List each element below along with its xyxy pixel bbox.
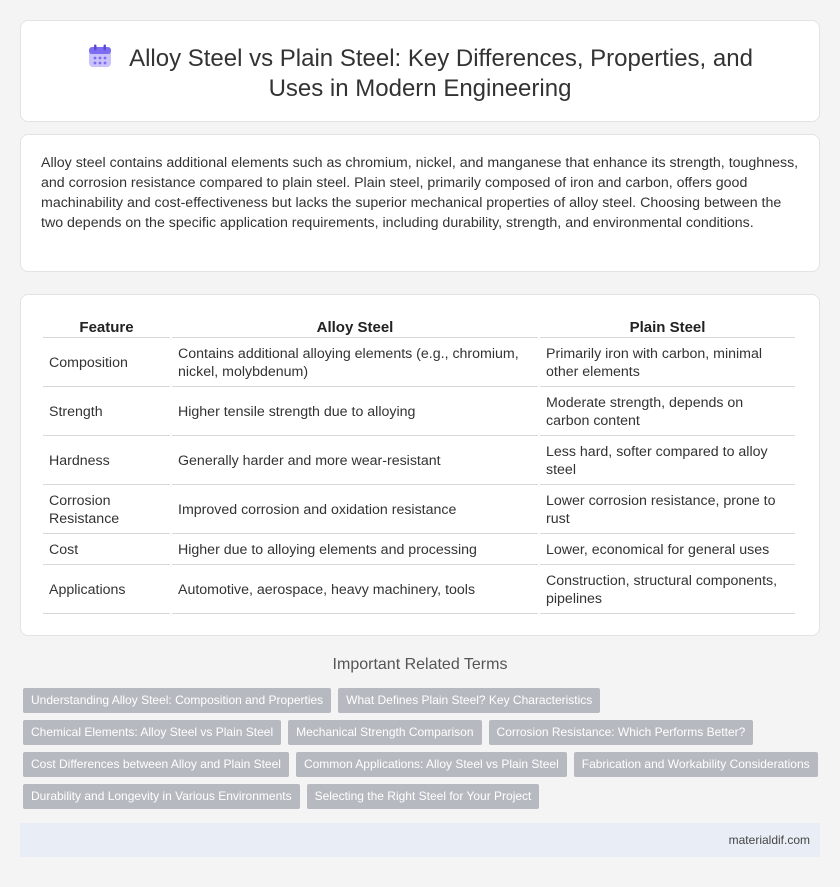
table-header-row xyxy=(43,311,795,338)
header-card xyxy=(20,20,820,122)
footer-site-name: materialdif.com xyxy=(728,833,810,847)
calendar-icon xyxy=(87,43,113,69)
alloy-cell: Higher due to alloying elements and processing xyxy=(172,536,538,565)
intro-card xyxy=(20,134,820,272)
table-row xyxy=(43,536,795,565)
table-row xyxy=(43,340,795,387)
intro-paragraph: Alloy steel contains additional elements such as chromium, nickel, and manganese that enhance its strength, toughness, and corrosion resistance compared to plain steel. Plain steel, primarily composed of iron and carbon, offers good machinability and cost-effectiveness but lacks the superior mechanical properties of alloy steel. Choosing between the two depends on the specific application requirements, including durability, strength, and environmental conditions. xyxy=(41,155,799,231)
feature-cell: Applications xyxy=(43,567,170,614)
tag-row xyxy=(23,720,823,752)
plain-cell: Primarily iron with carbon, minimal other elements xyxy=(540,340,795,387)
table-row xyxy=(43,487,795,534)
alloy-cell: Automotive, aerospace, heavy machinery, tools xyxy=(172,567,538,614)
comparison-table-card xyxy=(20,294,820,636)
related-terms-heading: Important Related Terms xyxy=(332,656,508,673)
header-feature: Feature xyxy=(43,311,170,338)
related-term-link[interactable]: Chemical Elements: Alloy Steel vs Plain Steel xyxy=(23,720,281,745)
plain-cell: Less hard, softer compared to alloy steel xyxy=(540,438,795,485)
alloy-cell: Generally harder and more wear-resistant xyxy=(172,438,538,485)
feature-cell: Composition xyxy=(43,340,170,387)
related-term-link[interactable]: Understanding Alloy Steel: Composition and Properties xyxy=(23,688,331,713)
footer xyxy=(20,823,820,857)
plain-cell: Construction, structural components, pipelines xyxy=(540,567,795,614)
related-terms-tags xyxy=(23,688,823,816)
plain-cell: Moderate strength, depends on carbon content xyxy=(540,389,795,436)
page-title xyxy=(21,43,819,104)
alloy-cell: Improved corrosion and oxidation resistance xyxy=(172,487,538,534)
tag-row xyxy=(23,784,823,816)
table-row xyxy=(43,567,795,614)
page-title-text: Alloy Steel vs Plain Steel: Key Differences, Properties, and Uses in Modern Engineering xyxy=(129,45,753,102)
feature-cell: Hardness xyxy=(43,438,170,485)
tag-row xyxy=(23,688,823,720)
table-row xyxy=(43,389,795,436)
comparison-table xyxy=(41,309,797,616)
related-term-link[interactable]: Durability and Longevity in Various Environments xyxy=(23,784,300,809)
related-term-link[interactable]: Mechanical Strength Comparison xyxy=(288,720,481,745)
table-row xyxy=(43,438,795,485)
plain-cell: Lower, economical for general uses xyxy=(540,536,795,565)
feature-cell: Corrosion Resistance xyxy=(43,487,170,534)
plain-cell: Lower corrosion resistance, prone to rust xyxy=(540,487,795,534)
alloy-cell: Higher tensile strength due to alloying xyxy=(172,389,538,436)
feature-cell: Strength xyxy=(43,389,170,436)
header-plain-steel: Plain Steel xyxy=(540,311,795,338)
alloy-cell: Contains additional alloying elements (e.g., chromium, nickel, molybdenum) xyxy=(172,340,538,387)
related-term-link[interactable]: Selecting the Right Steel for Your Project xyxy=(307,784,540,809)
related-term-link[interactable]: Common Applications: Alloy Steel vs Plain Steel xyxy=(296,752,567,777)
tag-row xyxy=(23,752,823,784)
related-term-link[interactable]: Cost Differences between Alloy and Plain Steel xyxy=(23,752,289,777)
related-term-link[interactable]: Fabrication and Workability Considerations xyxy=(574,752,818,777)
header-alloy-steel: Alloy Steel xyxy=(172,311,538,338)
related-term-link[interactable]: Corrosion Resistance: Which Performs Better? xyxy=(489,720,754,745)
feature-cell: Cost xyxy=(43,536,170,565)
related-term-link[interactable]: What Defines Plain Steel? Key Characteristics xyxy=(338,688,600,713)
